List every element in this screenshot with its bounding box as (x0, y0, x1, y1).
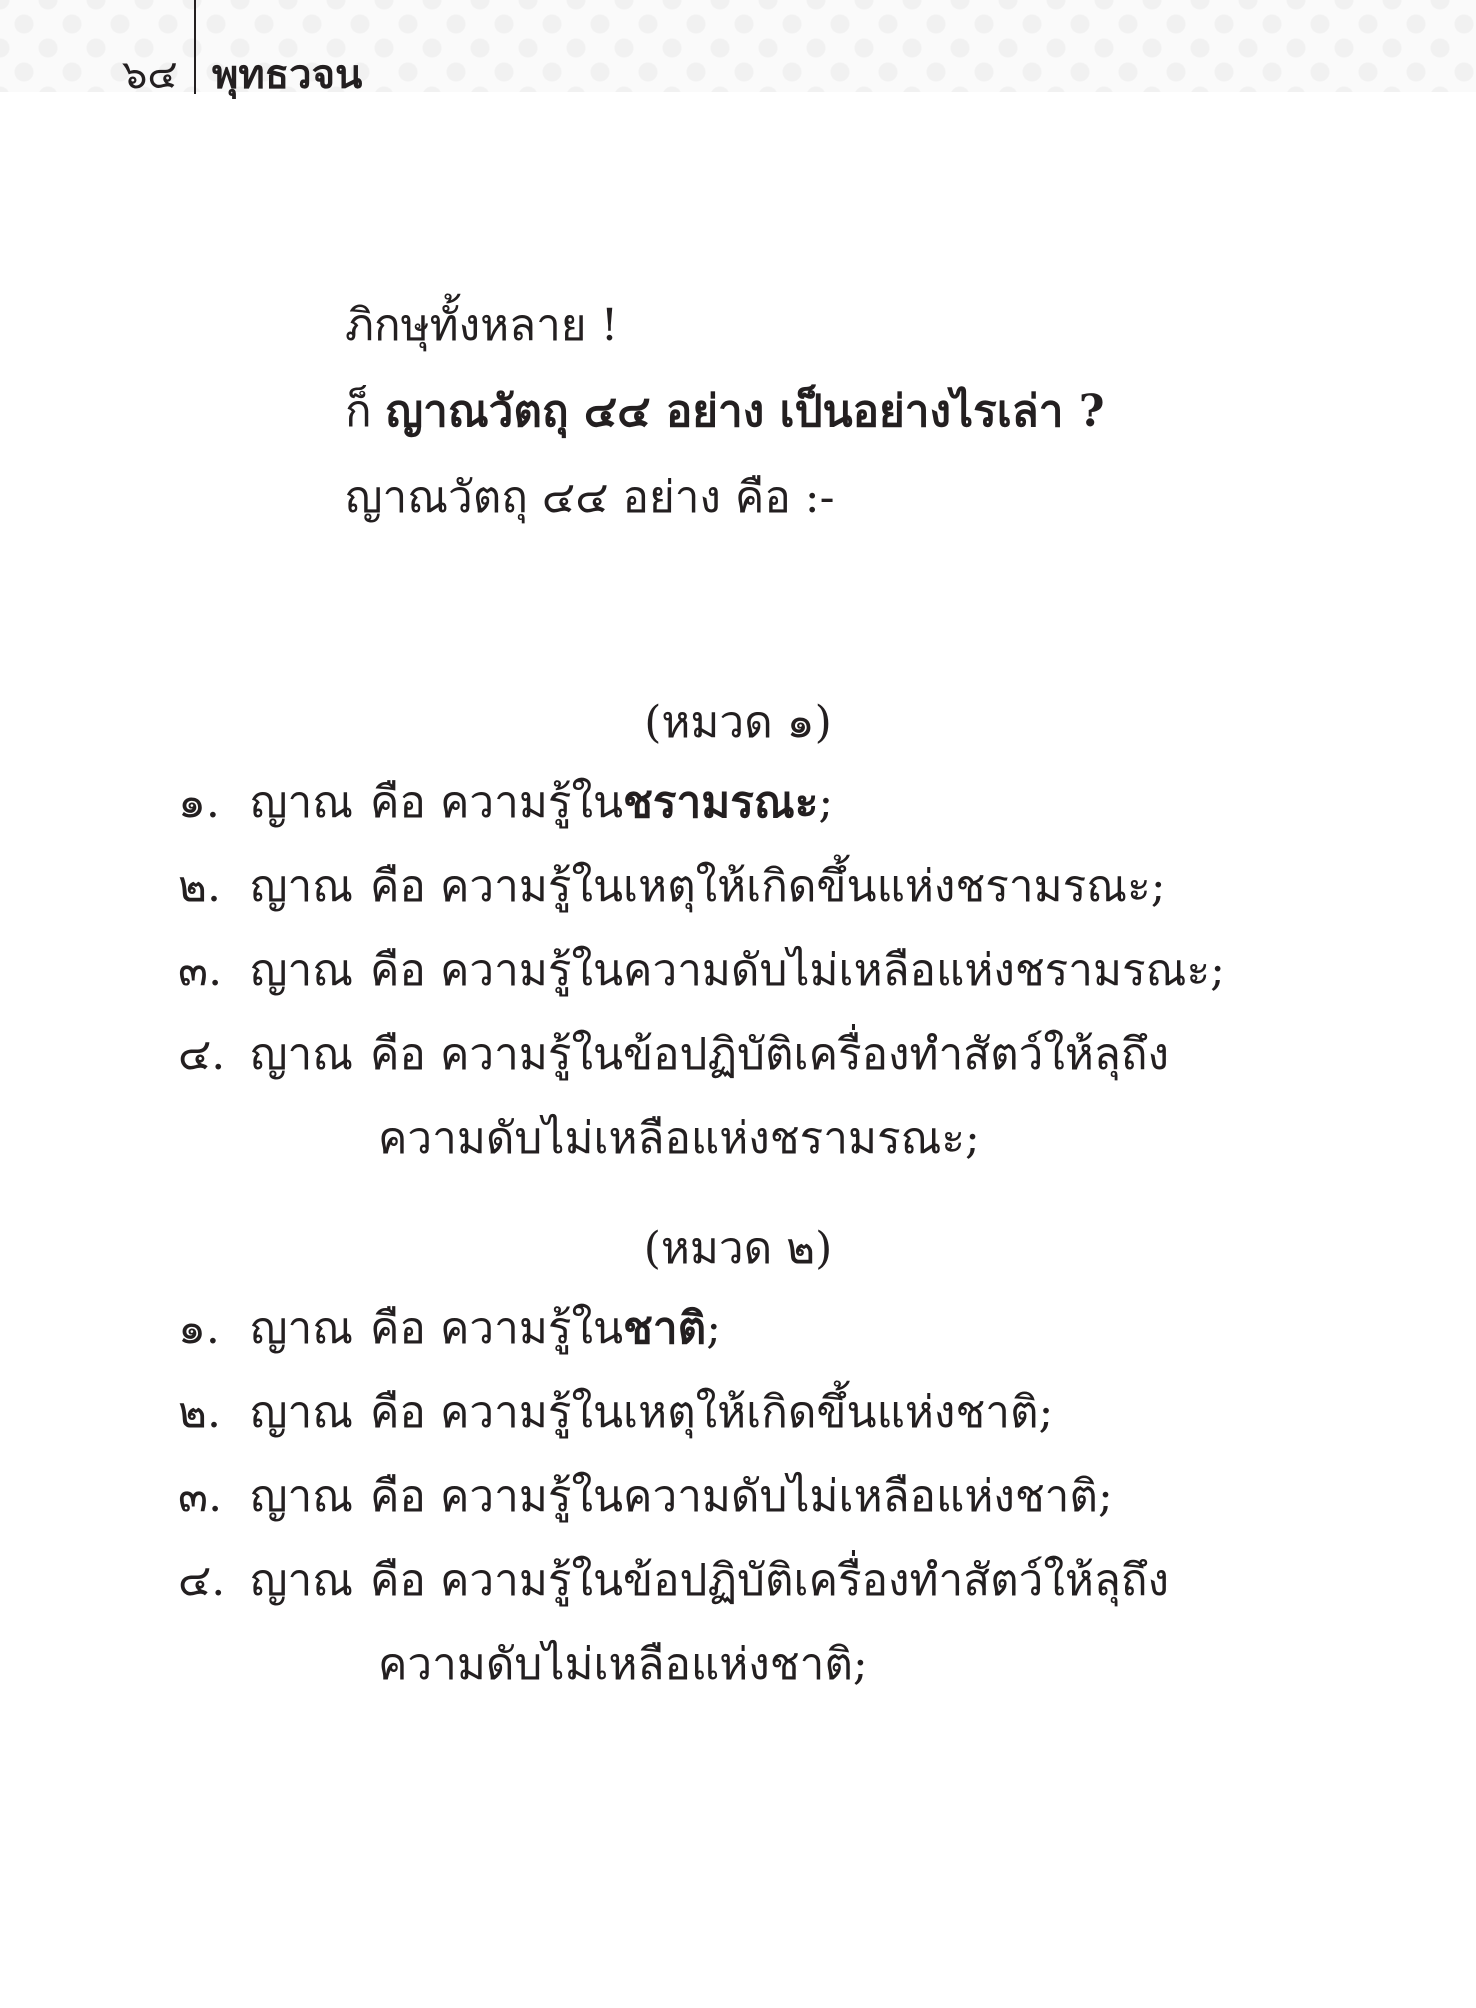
item-tail: ; (706, 1303, 722, 1354)
item-text: ความรู้ใน (440, 777, 624, 828)
item-term: ญาณ (250, 1029, 354, 1080)
item-term: ญาณ (250, 945, 354, 996)
list-item (178, 1383, 1053, 1453)
list-item (178, 941, 1225, 1011)
item-tail: ; (818, 777, 834, 828)
list-item (178, 1025, 1169, 1095)
item-number: ๔. (178, 1029, 226, 1080)
item-text: ความรู้ในข้อปฏิบัติเครื่องทำสัตว์ให้ลุถึง (440, 1555, 1169, 1606)
item-text: ความรู้ในเหตุให้เกิดขึ้นแห่งชาติ; (440, 1387, 1054, 1438)
item-continuation: ความดับไม่เหลือแห่งชรามรณะ; (378, 1113, 980, 1164)
item-term: ญาณ (250, 1387, 354, 1438)
item-text: ความรู้ในความดับไม่เหลือแห่งชาติ; (440, 1471, 1113, 1522)
item-number: ๔. (178, 1555, 226, 1606)
item-number: ๒. (178, 861, 221, 912)
list-item (178, 1467, 1113, 1537)
list-item (178, 857, 1166, 927)
intro-question-bold: ญาณวัตถุ ๔๔ อย่าง เป็นอย่างไรเล่า ? (385, 386, 1105, 437)
item-text: ความรู้ในเหตุให้เกิดขึ้นแห่งชรามรณะ; (440, 861, 1166, 912)
item-continuation: ความดับไม่เหลือแห่งชาติ; (378, 1639, 868, 1690)
list-item (178, 1551, 1169, 1621)
item-term: ญาณ (250, 1555, 354, 1606)
item-connector: คือ (370, 777, 426, 828)
item-number: ๑. (178, 777, 220, 828)
item-keyword: ชรามรณะ (623, 777, 819, 828)
item-connector: คือ (370, 1303, 426, 1354)
item-term: ญาณ (250, 1471, 354, 1522)
list-item (178, 773, 833, 843)
intro-question (345, 369, 1365, 455)
section-heading: (หมวด ๑) (644, 697, 832, 748)
item-connector: คือ (370, 945, 426, 996)
item-connector: คือ (370, 1471, 426, 1522)
item-connector: คือ (370, 1029, 426, 1080)
intro-answer: ญาณวัตถุ ๔๔ อย่าง คือ :- (345, 472, 835, 523)
section-heading: (หมวด ๒) (643, 1223, 833, 1274)
item-text: ความรู้ใน (440, 1303, 624, 1354)
header-divider (194, 0, 196, 94)
item-connector: คือ (370, 1387, 426, 1438)
intro-block (345, 283, 1365, 541)
item-keyword: ชาติ (623, 1303, 707, 1354)
page-number: ๖๔ (122, 52, 178, 98)
list-item (178, 1299, 721, 1369)
item-number: ๒. (178, 1387, 221, 1438)
item-text: ความรู้ในข้อปฏิบัติเครื่องทำสัตว์ให้ลุถึง (440, 1029, 1169, 1080)
item-term: ญาณ (250, 1303, 354, 1354)
item-number: ๓. (178, 945, 223, 996)
item-text: ความรู้ในความดับไม่เหลือแห่งชรามรณะ; (440, 945, 1225, 996)
item-connector: คือ (370, 1555, 426, 1606)
running-title: พุทธวจน (212, 51, 363, 98)
item-number: ๓. (178, 1471, 223, 1522)
item-number: ๑. (178, 1303, 220, 1354)
intro-address: ภิกษุทั้งหลาย ! (345, 300, 619, 351)
item-term: ญาณ (250, 861, 354, 912)
item-term: ญาณ (250, 777, 354, 828)
intro-question-prefix: ก็ (345, 386, 372, 437)
item-connector: คือ (370, 861, 426, 912)
